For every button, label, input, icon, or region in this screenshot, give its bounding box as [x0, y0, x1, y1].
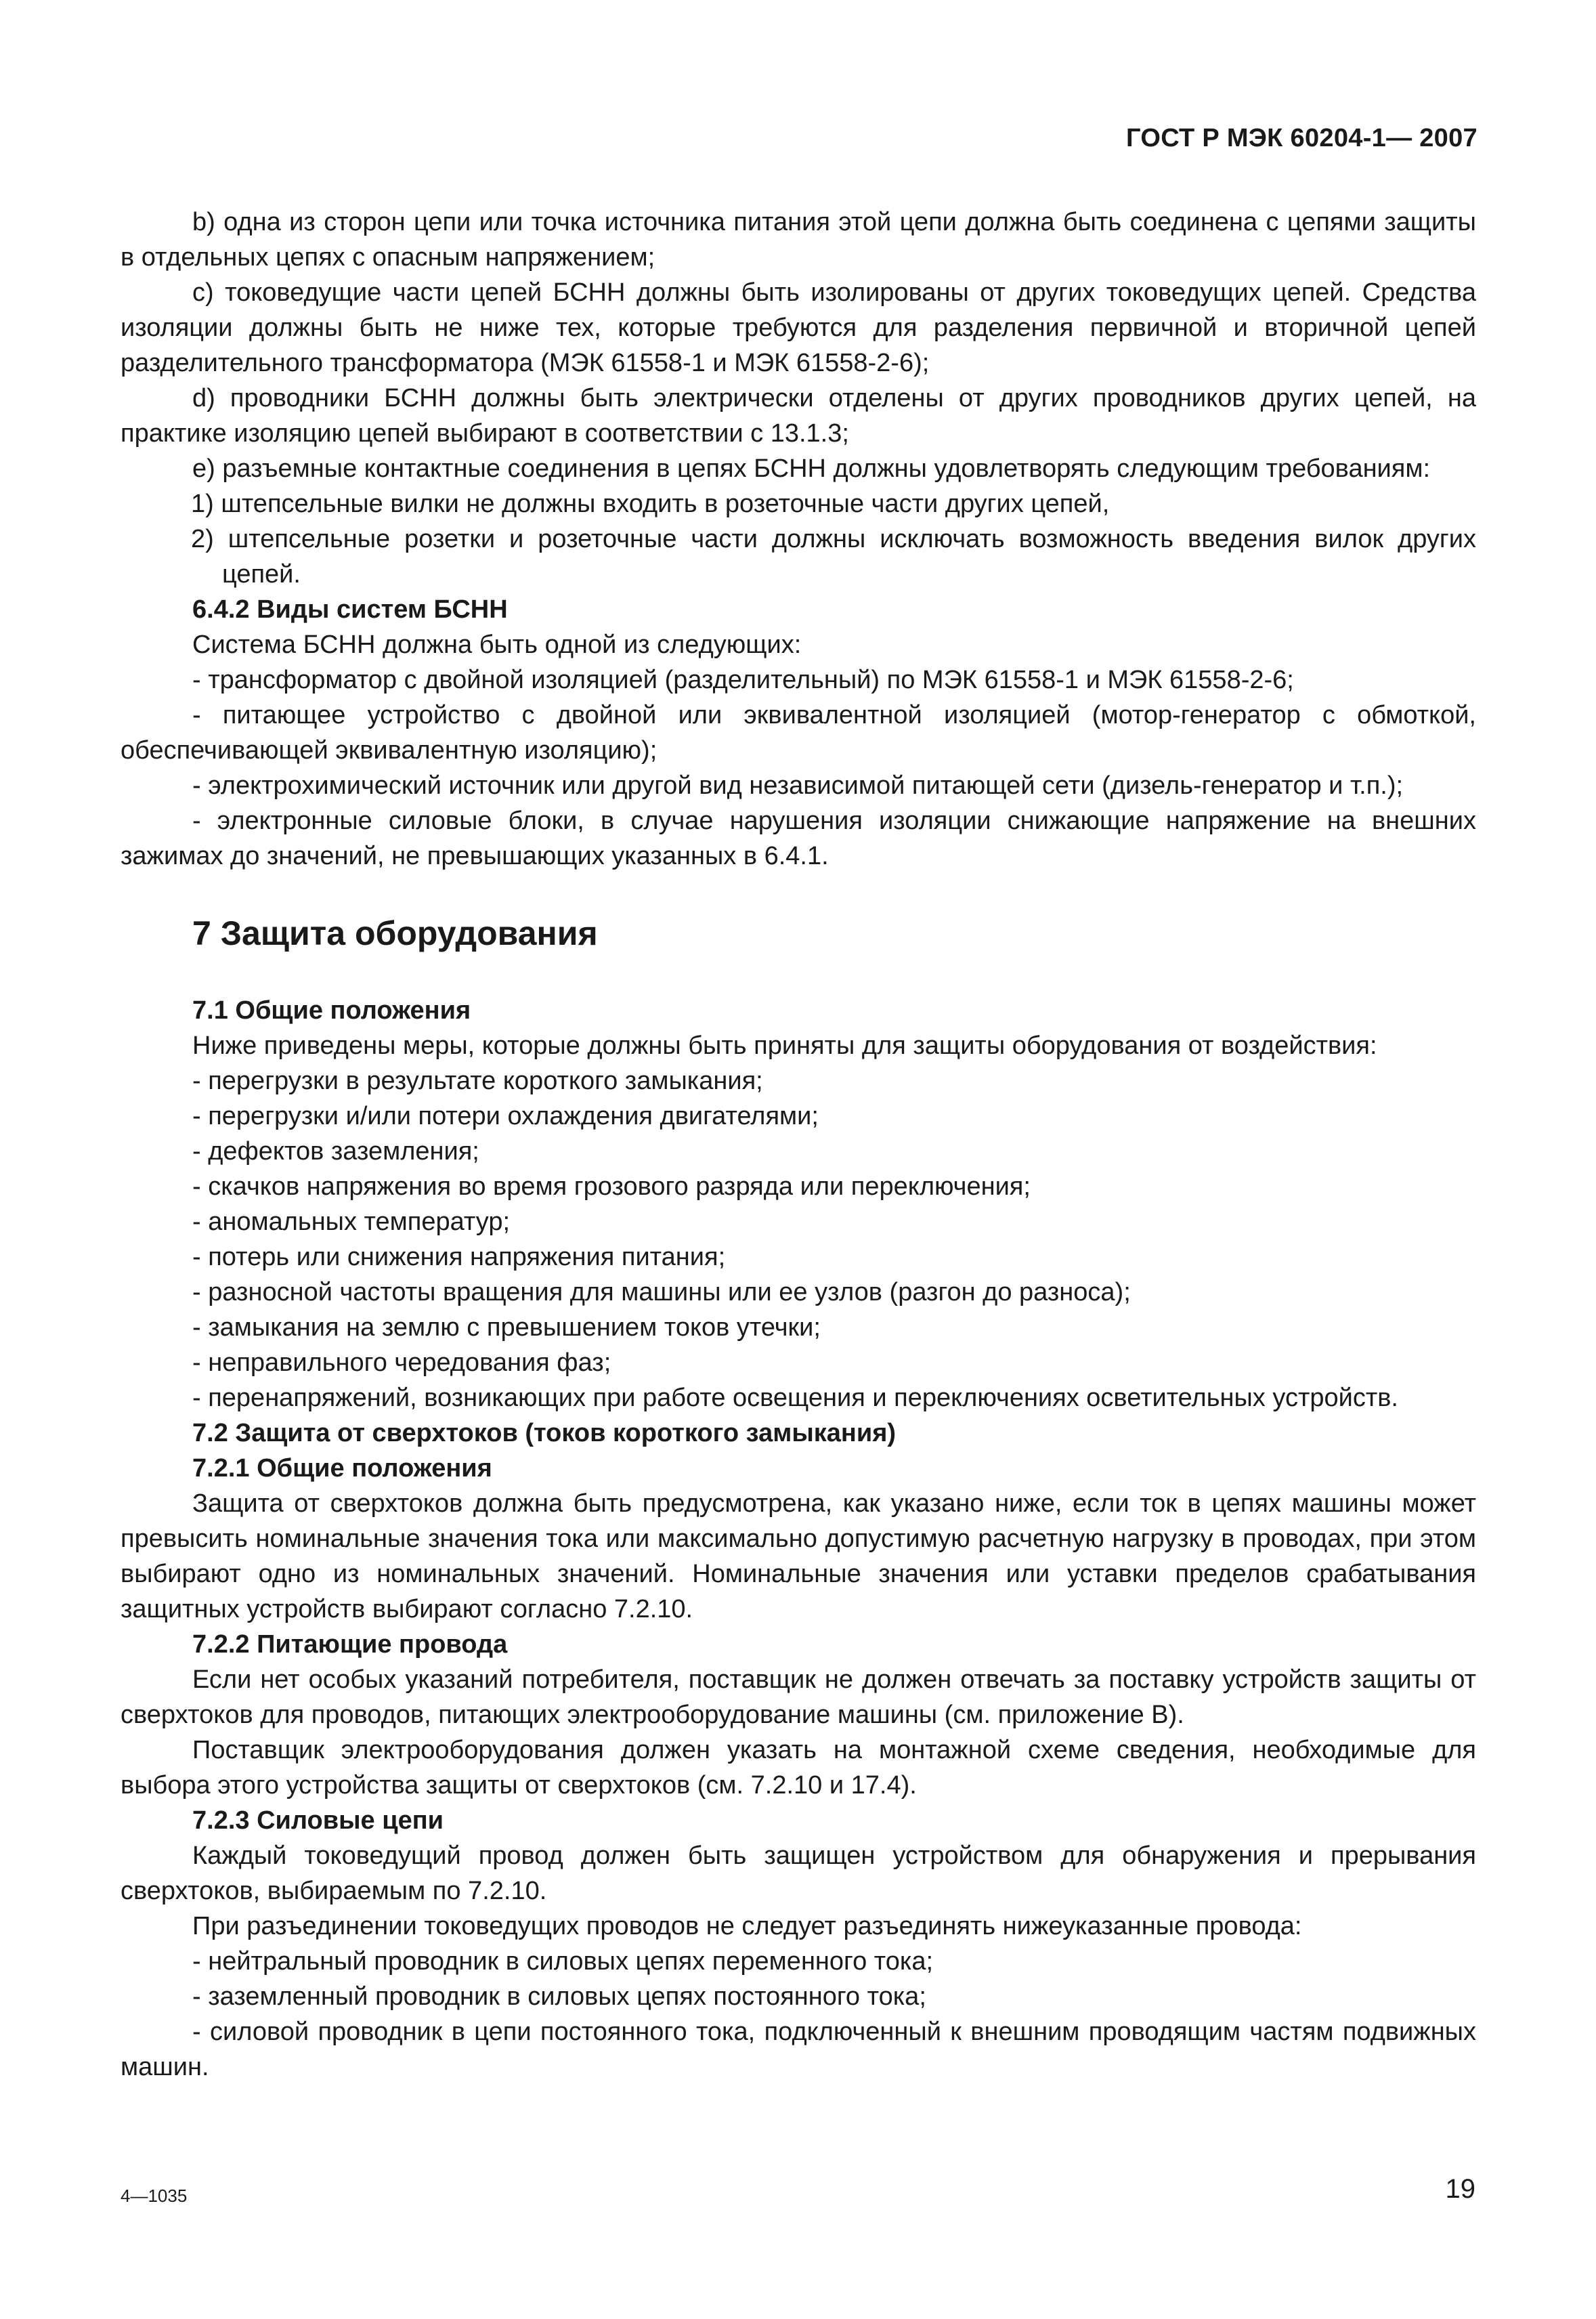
dash-item: - разносной частоты вращения для машины или ее узлов (разгон до разноса); [192, 1278, 1131, 1306]
dash-item: - электронные силовые блоки, в случае нарушения изоляции снижающие напряжение на внешних зажимах до значений, не превышающих указанных в 6.4.1. [121, 807, 1476, 870]
section-heading-7-2-1: 7.2.1 Общие положения [192, 1454, 492, 1483]
dash-item: - скачков напряжения во время грозового разряда или переключения; [192, 1172, 1031, 1201]
dash-item: - перегрузки в результате короткого замыкания; [192, 1067, 763, 1095]
paragraph: Если нет особых указаний потребителя, поставщик не должен отвечать за поставку устройств защиты от сверхтоков для проводов, питающих электрооборудование машины (см. приложение В). [121, 1665, 1476, 1729]
section-heading-6-4-2: 6.4.2 Виды систем БСНН [192, 595, 508, 624]
dash-item: - дефектов заземления; [192, 1137, 479, 1166]
dash-item: - потерь или снижения напряжения питания; [192, 1243, 726, 1271]
dash-item: - перегрузки и/или потери охлаждения двигателями; [192, 1102, 819, 1130]
paragraph: При разъединении токоведущих проводов не следует разъединять нижеуказанные провода: [192, 1912, 1302, 1940]
section-heading-7-2-2: 7.2.2 Питающие провода [192, 1630, 508, 1659]
section-heading-7-2: 7.2 Защита от сверхтоков (токов короткого замыкания) [192, 1419, 897, 1447]
page-number: 19 [1445, 2174, 1475, 2204]
list-item-e: e) разъемные контактные соединения в цепях БСНН должны удовлетворять следующим требованиям: [192, 454, 1431, 483]
chapter-heading-7: 7 Защита оборудования [192, 914, 598, 952]
dash-item: - перенапряжений, возникающих при работе освещения и переключениях осветительных устройств. [192, 1384, 1398, 1412]
list-item-c: c) токоведущие части цепей БСНН должны быть изолированы от других токоведущих цепей. Средства изоляции должны быть не ниже тех, которые требуются для разделения первичной и вторичной цепей разделительного трансформатора (МЭК 61558-1 и МЭК 61558-2-6); [121, 278, 1476, 377]
dash-item: - неправильного чередования фаз; [192, 1348, 611, 1377]
sub-item-1: 1) штепсельные вилки не должны входить в розеточные части других цепей, [191, 490, 1110, 518]
dash-item: - нейтральный проводник в силовых цепях переменного тока; [192, 1947, 934, 1976]
dash-item: - силовой проводник в цепи постоянного тока, подключенный к внешним проводящим частям подвижных машин. [121, 2018, 1476, 2081]
print-code: 4—1035 [121, 2186, 188, 2206]
section-heading-7-2-3: 7.2.3 Силовые цепи [192, 1806, 444, 1835]
dash-item: - питающее устройство с двойной или эквивалентной изоляцией (мотор-генератор с обмоткой, обеспечивающей эквивалентную изоляцию); [121, 701, 1476, 765]
dash-item: - трансформатор с двойной изоляцией (разделительный) по МЭК 61558-1 и МЭК 61558-2-6; [192, 666, 1294, 694]
standard-designation: ГОСТ Р МЭК 60204-1— 2007 [1126, 124, 1478, 152]
list-item-b: b) одна из сторон цепи или точка источника питания этой цепи должна быть соединена с цепями защиты в отдельных цепях с опасным напряжением; [121, 208, 1476, 272]
paragraph: Поставщик электрооборудования должен указать на монтажной схеме сведения, необходимые для выбора этого устройства защиты от сверхтоков (см. 7.2.10 и 17.4). [121, 1736, 1476, 1800]
sub-item-2: 2) штепсельные розетки и розеточные части должны исключать возможность введения вилок других цепей. [191, 525, 1476, 589]
dash-item: - электрохимический источник или другой вид независимой питающей сети (дизель-генератор и т.п.); [192, 771, 1404, 800]
dash-item: - заземленный проводник в силовых цепях постоянного тока; [192, 1982, 926, 2011]
dash-item: - аномальных температур; [192, 1208, 511, 1236]
page-content [121, 205, 1476, 2085]
dash-item: - замыкания на землю с превышением токов утечки; [192, 1313, 821, 1342]
list-item-d: d) проводники БСНН должны быть электрически отделены от других проводников других цепей, на практике изоляцию цепей выбирают в соответствии с 13.1.3; [121, 384, 1476, 448]
paragraph: Защита от сверхтоков должна быть предусмотрена, как указано ниже, если ток в цепях машины может превысить номинальные значения тока или максимально допустимую расчетную нагрузку в проводах, при этом выбирают одно из номинальных значений. Номинальные значения или уставки пределов срабатывания защитных устройств выбирают согласно 7.2.10. [121, 1489, 1476, 1623]
paragraph: Ниже приведены меры, которые должны быть приняты для защиты оборудования от воздействия: [192, 1031, 1377, 1060]
paragraph: Каждый токоведущий провод должен быть защищен устройством для обнаружения и прерывания сверхтоков, выбираемым по 7.2.10. [121, 1842, 1476, 1905]
section-heading-7-1: 7.1 Общие положения [192, 996, 471, 1025]
paragraph: Система БСНН должна быть одной из следующих: [192, 631, 802, 659]
